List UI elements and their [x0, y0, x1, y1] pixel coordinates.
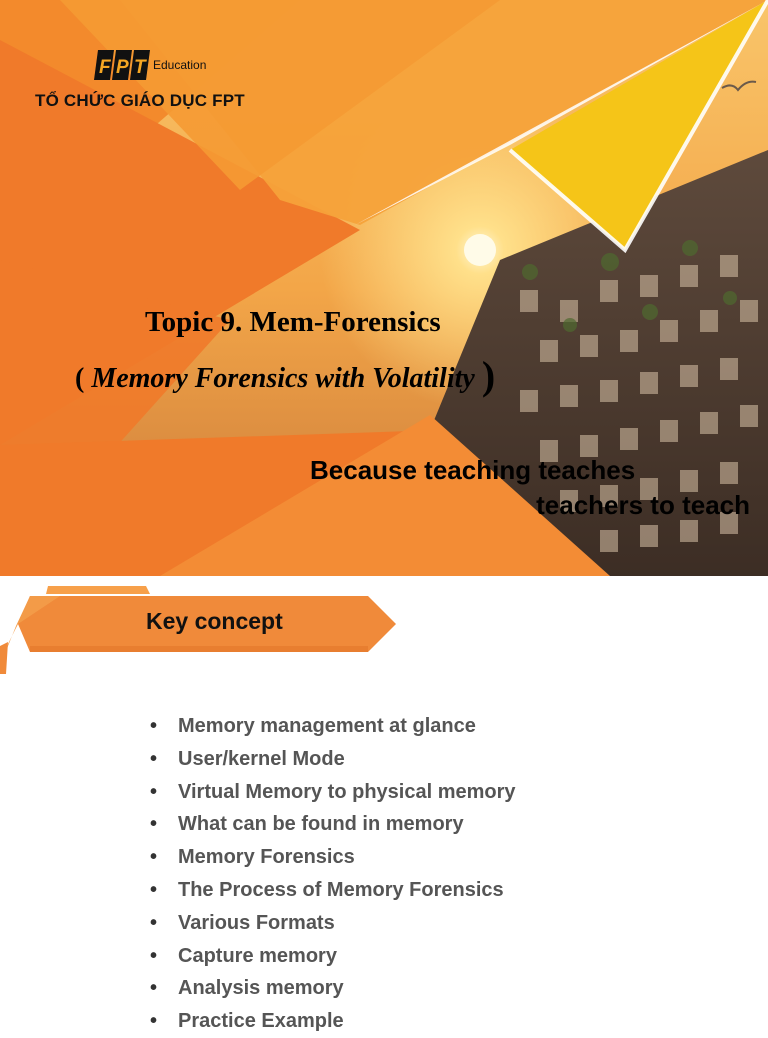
topic-title: Topic 9. Mem-Forensics — [145, 306, 441, 338]
key-concept-list — [150, 710, 516, 1038]
bullet-icon: • — [150, 846, 158, 869]
list-item: • Practice Example — [150, 1005, 516, 1038]
list-item: • Virtual Memory to physical memory — [150, 776, 516, 809]
close-paren: ) — [481, 353, 496, 398]
slogan-line-2: teachers to teach — [536, 490, 750, 520]
slogan-line-1: Because teaching teaches — [310, 455, 636, 485]
bullet-icon: • — [150, 1010, 158, 1033]
bullet-icon: • — [150, 977, 158, 1000]
list-item: • Analysis memory — [150, 972, 516, 1005]
open-paren: ( — [75, 363, 85, 394]
section-label: Key concept — [146, 608, 283, 634]
topic-subtitle — [75, 350, 495, 397]
bullet-icon: • — [150, 780, 158, 803]
list-item: • The Process of Memory Forensics — [150, 874, 516, 907]
fpt-logo-icon — [92, 48, 150, 82]
subtitle-text: Memory Forensics with Volatility — [91, 363, 475, 394]
svg-text:P: P — [116, 57, 129, 78]
organization-name: TỔ CHỨC GIÁO DỤC FPT — [35, 91, 245, 110]
list-item: • What can be found in memory — [150, 808, 516, 841]
list-item: • User/kernel Mode — [150, 743, 516, 776]
bullet-icon: • — [150, 878, 158, 901]
bullet-icon: • — [150, 813, 158, 836]
bullet-icon: • — [150, 944, 158, 967]
list-item: • Various Formats — [150, 907, 516, 940]
list-item: • Memory management at glance — [150, 710, 516, 743]
list-item: • Memory Forensics — [150, 841, 516, 874]
svg-text:T: T — [134, 57, 146, 78]
logo-education-label: Education — [153, 58, 207, 72]
list-item: • Capture memory — [150, 940, 516, 973]
bullet-icon: • — [150, 747, 158, 770]
bullet-icon: • — [150, 911, 158, 934]
svg-text:F: F — [99, 57, 111, 78]
bullet-icon: • — [150, 715, 158, 737]
